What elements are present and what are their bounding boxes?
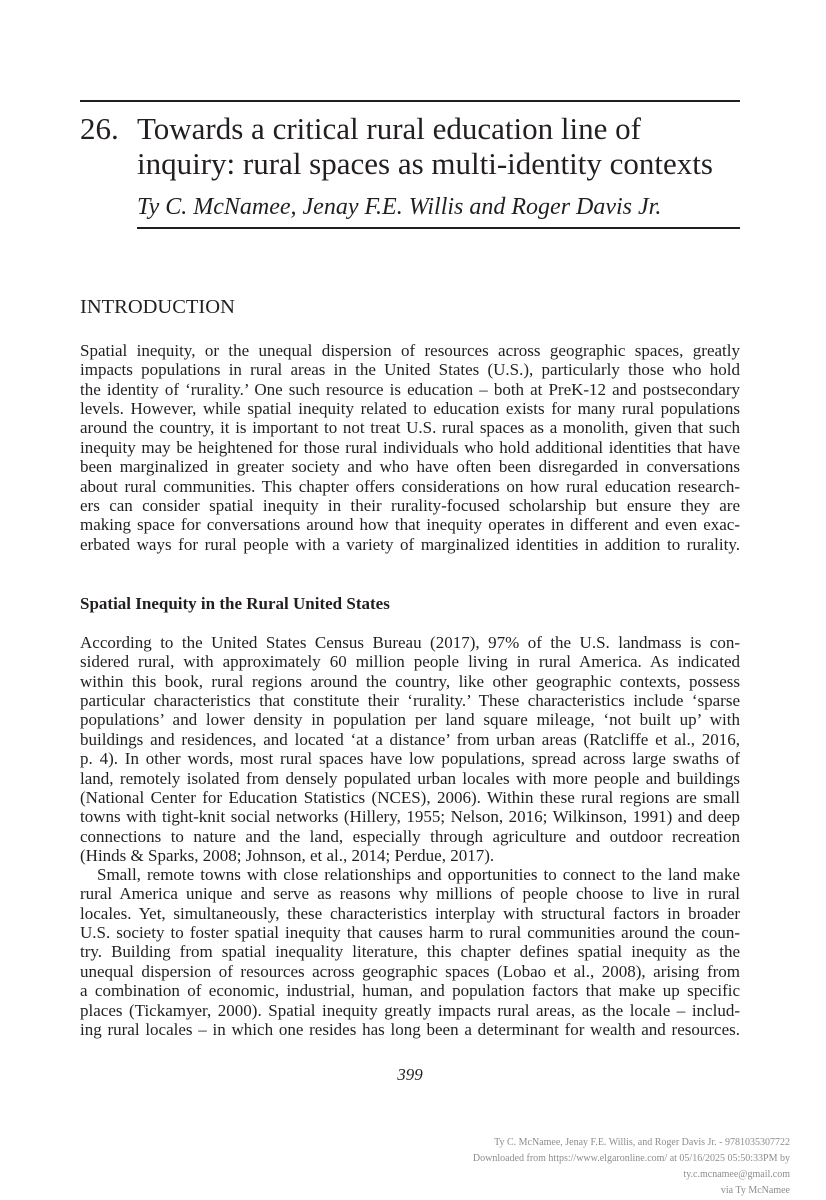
download-notice-line: via Ty McNamee	[720, 1185, 790, 1196]
paragraph-line: towns with tight-knit social networks (Hillery, 1955; Nelson, 2016; Wilkinson, 1991) and deep	[80, 807, 740, 827]
download-notice-line: Downloaded from https://www.elgaronline.com/ at 05/16/2025 05:50:33PM by	[472, 1153, 790, 1164]
paragraph-line: sidered rural, with approximately 60 million people living in rural America. As indicated	[80, 652, 740, 672]
paragraph-line: particular characteristics that constitute their ‘rurality.’ These characteristics include ‘sparse	[80, 691, 740, 711]
paragraph-line: levels. However, while spatial inequity related to education exists for many rural populations	[80, 399, 740, 419]
top-rule	[80, 100, 740, 102]
page-number: 399	[397, 1065, 423, 1084]
paragraph-line: locales. Yet, simultaneously, these characteristics interplay with structural factors in broader	[80, 903, 740, 923]
paragraph-line: within this book, rural regions around the country, like other geographic contexts, possess	[80, 671, 740, 691]
paragraph-line: connections to nature and the land, especially through agriculture and outdoor recreation	[80, 826, 740, 846]
paragraph-line: (National Center for Education Statistics (NCES), 2006). Within these rural regions are small	[80, 787, 740, 807]
paragraph-line: unequal dispersion of resources across geographic spaces (Lobao et al., 2008), arising from	[80, 961, 740, 981]
chapter-authors: Ty C. McNamee, Jenay F.E. Willis and Roger Davis Jr.	[137, 194, 662, 220]
paragraph-line: around the country, it is important to not treat U.S. rural spaces as a monolith, given that such	[80, 418, 740, 438]
paragraph-line: According to the United States Census Bureau (2017), 97% of the U.S. landmass is con-	[80, 633, 740, 652]
title-bottom-rule	[137, 227, 740, 229]
spatial-inequity-heading: Spatial Inequity in the Rural United States	[80, 594, 390, 613]
paragraph-line: populations’ and lower density in population per land square mileage, ‘not built up’ with	[80, 710, 740, 730]
paragraph-line: U.S. society to foster spatial inequity that causes harm to rural communities around the coun-	[80, 923, 740, 943]
paragraph-line: places (Tickamyer, 2000). Spatial inequity greatly impacts rural areas, as the locale – includ-	[80, 1000, 740, 1020]
download-notice-line: Ty C. McNamee, Jenay F.E. Willis, and Roger Davis Jr. - 9781035307722	[494, 1137, 790, 1148]
paragraph-line: impacts populations in rural areas in the United States (U.S.), particularly those who hold	[80, 360, 740, 380]
paragraph-line: ing rural locales – in which one resides has long been a determinant for wealth and resources.	[80, 1019, 740, 1039]
chapter-title	[137, 111, 713, 181]
paragraph-line: inequity may be heightened for those rural individuals who hold additional identities that have	[80, 437, 740, 457]
chapter-title-line: Towards a critical rural education line of	[137, 111, 641, 146]
paragraph-line: (Hinds & Sparks, 2008; Johnson, et al., 2014; Perdue, 2017).	[80, 845, 495, 865]
paragraph-line: buildings and residences, and located ‘at a distance’ from urban areas (Ratcliffe et al., 2016,	[80, 729, 740, 749]
paragraph-line: Small, remote towns with close relationships and opportunities to connect to the land make	[97, 865, 740, 884]
chapter-number: 26.	[80, 111, 119, 146]
paragraph-line: about rural communities. This chapter offers considerations on how rural education research-	[80, 476, 740, 496]
paragraph-line: Spatial inequity, or the unequal dispersion of resources across geographic spaces, greatly	[80, 341, 740, 360]
paragraph-line: p. 4). In other words, most rural spaces have low populations, spread across large swaths of	[80, 749, 740, 769]
introduction-heading: INTRODUCTION	[80, 296, 235, 318]
paragraph-line: land, remotely isolated from densely populated urban locales with more people and buildings	[80, 768, 740, 788]
paragraph-line: a combination of economic, industrial, human, and population factors that make up specific	[80, 981, 740, 1001]
download-notice	[473, 1135, 790, 1199]
download-notice-line: ty.c.mcnamee@gmail.com	[683, 1169, 790, 1180]
paragraph-line: been marginalized in greater society and who have often been disregarded in conversations	[80, 457, 740, 477]
spatial-inequity-paragraph-2	[80, 865, 740, 1039]
chapter-title-line: inquiry: rural spaces as multi-identity contexts	[137, 146, 713, 181]
paragraph-line: ers can consider spatial inequity in their rurality-focused scholarship but ensure they are	[80, 495, 740, 515]
spatial-inequity-paragraph-1	[80, 633, 740, 865]
paragraph-line: try. Building from spatial inequality literature, this chapter defines spatial inequity as the	[80, 942, 740, 962]
paragraph-line: the identity of ‘rurality.’ One such resource is education – both at PreK-12 and postsecondary	[80, 379, 740, 399]
paragraph-line: erbated ways for rural people with a variety of marginalized identities in addition to rurality.	[80, 534, 740, 554]
paragraph-line: making space for conversations around how that inequity operates in different and even exac-	[80, 515, 740, 535]
paragraph-line: rural America unique and serve as reasons why millions of people choose to live in rural	[80, 884, 740, 904]
introduction-paragraph	[80, 341, 740, 554]
